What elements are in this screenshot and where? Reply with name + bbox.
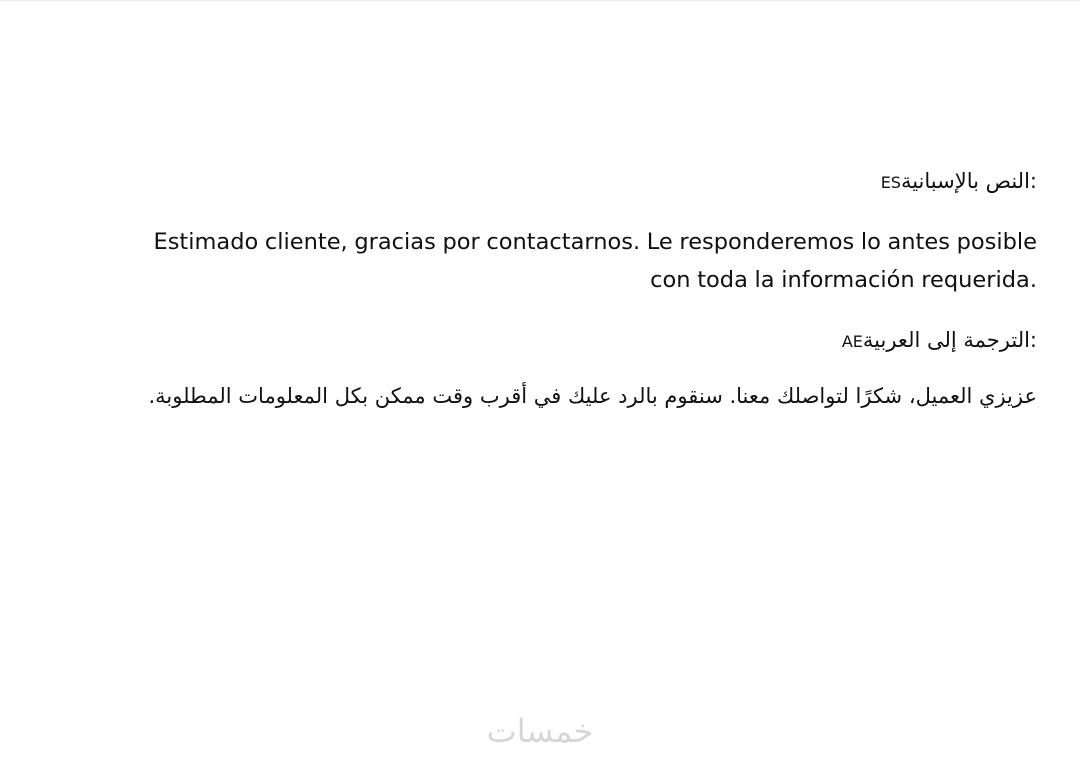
- section-heading-arabic: [834, 326, 1037, 356]
- heading-text-ae: الترجمة إلى العربية:: [862, 328, 1037, 352]
- page-top-edge: [0, 0, 1080, 1]
- spanish-paragraph: [77, 223, 1037, 299]
- language-code-ae: AE: [841, 332, 863, 351]
- spanish-line-1: Estimado cliente, gracias por contactarnos. Le responderemos lo antes posible: [153, 229, 1037, 255]
- khamsat-watermark: خمسات: [486, 712, 594, 750]
- spanish-line-2: .con toda la información requerida: [650, 267, 1037, 293]
- section-heading-spanish: [873, 167, 1037, 197]
- arabic-paragraph: عزيزي العميل، شكرًا لتواصلك معنا. سنقوم بالرد عليك في أقرب وقت ممكن بكل المعلومات المطلوبة.: [148, 384, 1037, 408]
- heading-text-es: النص بالإسبانية:: [900, 169, 1037, 193]
- language-code-es: ES: [880, 173, 901, 192]
